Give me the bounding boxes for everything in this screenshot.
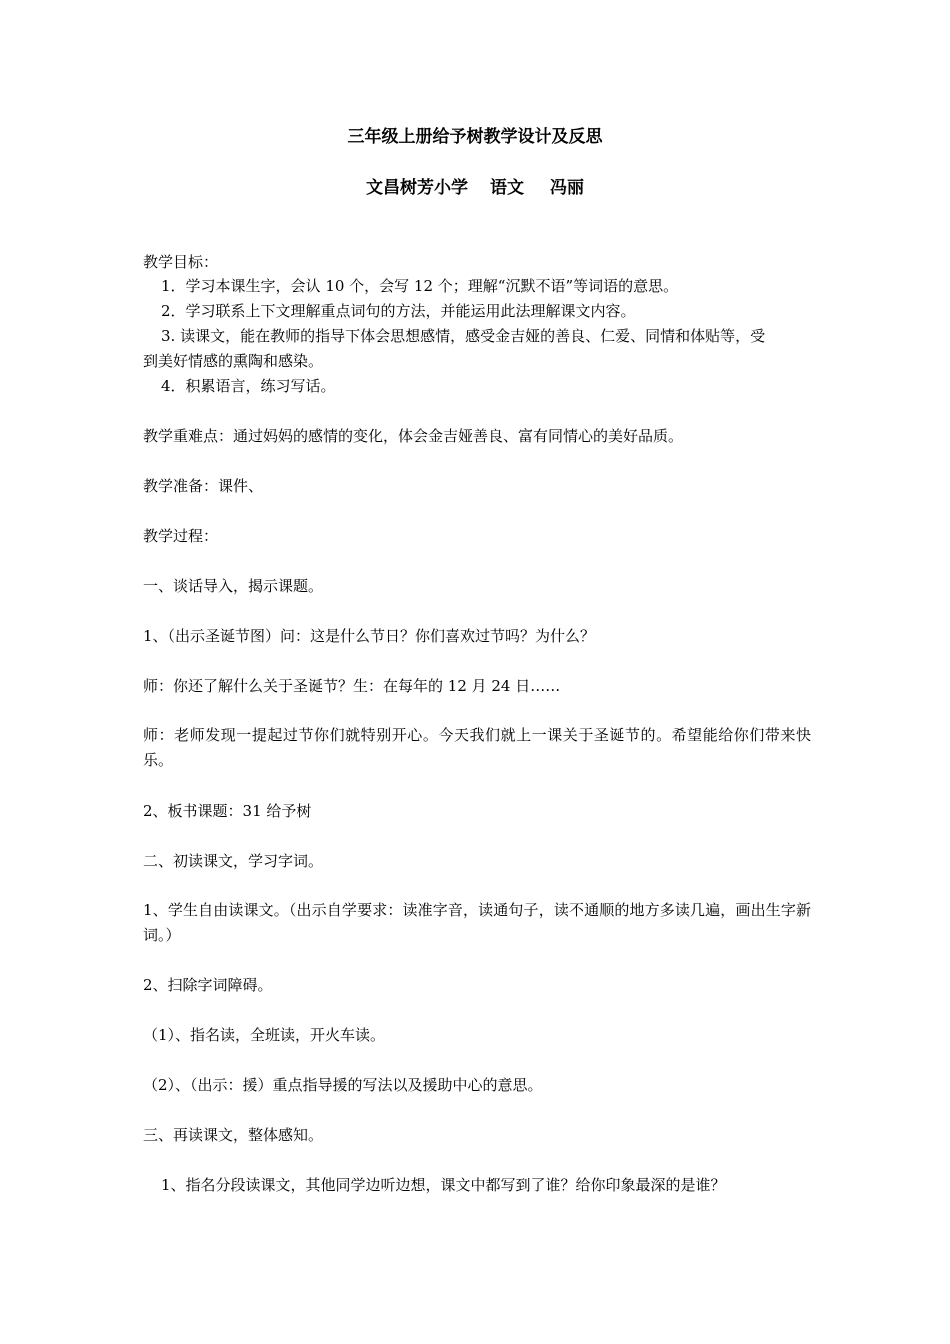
subject-name: 语文 [490,178,524,198]
section-heading: 二、初读课文，学习字词。 [143,852,324,870]
objective-item: 1．学习本课生字，会认 10 个，会写 12 个；理解“沉默不语”等词语的意思。 [161,277,679,295]
objective-item: 3. 读课文，能在教师的指导下体会思想感情，感受金吉娅的善良、仁爱、同情和体贴等，受 [161,327,766,345]
key-points: 教学重难点：通过妈妈的感情的变化，体会金吉娅善良、富有同情心的美好品质。 [143,427,684,445]
author-line [0,176,950,200]
paragraph: （2）、（出示：援）重点指导援的写法以及援助中心的意思。 [143,1076,543,1094]
objectives-heading: 教学目标： [143,253,219,271]
objective-item: 4．积累语言，练习写话。 [161,377,336,395]
paragraph: 师：你还了解什么关于圣诞节？生：在每年的 12 月 24 日…… [143,677,561,695]
section-heading: 一、谈话导入，揭示课题。 [143,577,324,595]
objective-item-continued: 到美好情感的熏陶和感染。 [143,352,324,370]
paragraph: 1、（出示圣诞节图）问：这是什么节日？你们喜欢过节吗？为什么？ [143,627,596,645]
paragraph: 1、学生自由读课文。（出示自学要求：读准字音，读通句子，读不通顺的地方多读几遍，画出生字新词。） [143,901,811,944]
objective-item: 2．学习联系上下文理解重点词句的方法，并能运用此法理解课文内容。 [161,302,636,320]
document-title: 三年级上册给予树教学设计及反思 [347,127,603,147]
paragraph: 2、扫除字词障碍。 [143,976,273,994]
teaching-preparation: 教学准备：课件、 [143,477,264,495]
paragraph: 2、板书课题：31 给予树 [143,802,312,820]
process-heading: 教学过程： [143,527,219,545]
paragraph: 师：老师发现一提起过节你们就特别开心。今天我们就上一课关于圣诞节的。希望能给你们带来快乐。 [143,726,811,769]
section-heading: 三、再读课文，整体感知。 [143,1126,324,1144]
paragraph: （1）、指名读，全班读，开火车读。 [143,1026,386,1044]
school-name: 文昌树芳小学 [366,178,468,198]
teacher-name: 冯丽 [550,178,584,198]
paragraph: 1、指名分段读课文，其他同学边听边想，课文中都写到了谁？给你印象最深的是谁？ [161,1176,726,1194]
